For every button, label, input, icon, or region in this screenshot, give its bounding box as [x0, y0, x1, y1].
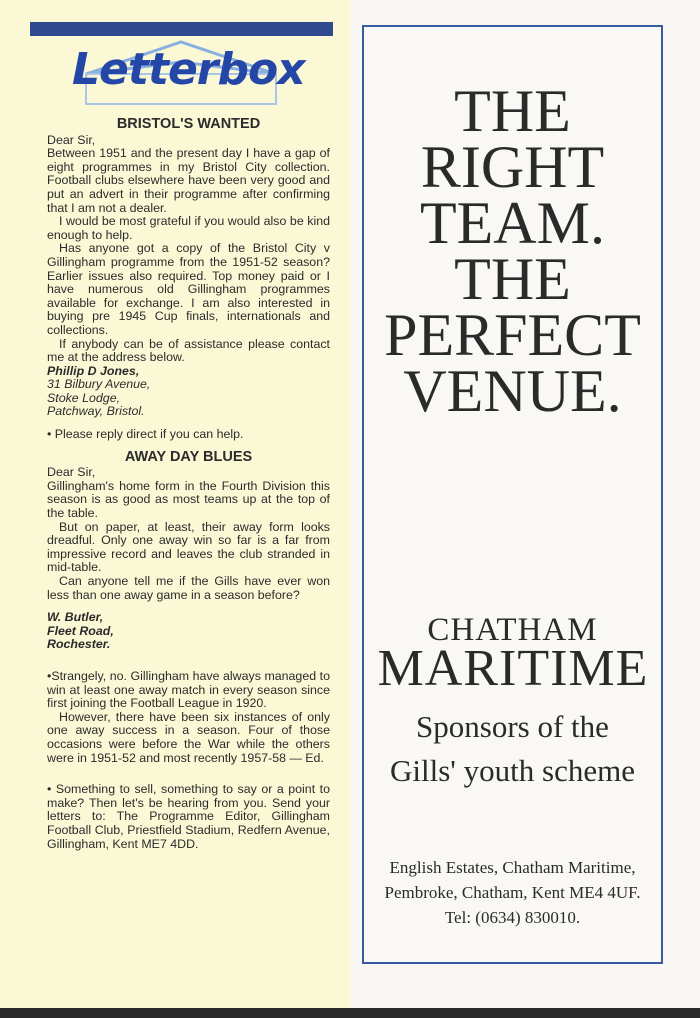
editor-reply: However, there have been six instances of only one away success in a season. Four of those occasions were before the War while the others were in 1951-52 and most recently 1957-58 — Ed.	[47, 709, 330, 765]
brand-top: CHATHAM	[427, 612, 598, 648]
closing-note: • Something to sell, something to say or a point to make? Then let's be hearing from you. Send your letters to: The Programme Editor, Gillingham Football Club, Priestfield Stadium, Redfern Avenue, Gillingham, Kent ME7 4DD.	[47, 782, 330, 851]
signature-line: Patchway, Bristol.	[47, 404, 145, 419]
headline-line: VENUE.	[403, 358, 622, 424]
letterbox-masthead	[72, 40, 305, 106]
signature-name: Phillip D Jones,	[47, 363, 140, 378]
salutation: Dear Sir,	[47, 132, 96, 147]
signature-line: Rochester.	[47, 637, 111, 652]
letter-heading: BRISTOL'S WANTED	[116, 116, 261, 132]
sponsor-text	[364, 705, 661, 793]
letter-paragraph: I would be most grateful if you would also be kind enough to help.	[47, 214, 330, 242]
signature-line: 31 Bilbury Avenue,	[47, 377, 151, 392]
address-line: Tel: (0634) 830010.	[444, 908, 581, 927]
sponsor-line: Gills' youth scheme	[390, 753, 635, 788]
salutation: Dear Sir,	[47, 465, 96, 480]
masthead-title: Letterbox	[72, 44, 305, 95]
letter-paragraph: Gillingham's home form in the Fourth Division this season is as good as most teams up at the top of the table.	[47, 478, 330, 521]
address-line: Pembroke, Chatham, Kent ME4 4UF.	[384, 883, 641, 902]
headline-line: RIGHT	[420, 134, 605, 200]
headline-line: TEAM.	[420, 190, 605, 256]
letter-paragraph: If anybody can be of assistance please contact me at the address below.	[47, 336, 330, 365]
headline-line: PERFECT	[384, 302, 641, 368]
signature-line: Fleet Road,	[47, 623, 114, 638]
advert-address	[364, 855, 661, 930]
signature-line: Stoke Lodge,	[47, 390, 121, 405]
letters-column	[47, 118, 330, 851]
letter-paragraph: Between 1951 and the present day I have a gap of eight programmes in my Bristol City collection. Football clubs elsewhere have been very good and put an advert in their programme after confirming that I am not a dealer.	[47, 146, 330, 215]
letter-paragraph: But on paper, at least, their away form looks dreadful. Only one away win so far is a far from impressive record and leaves the club stranded in mid-table.	[47, 519, 330, 575]
address-line: English Estates, Chatham Maritime,	[389, 858, 636, 877]
editor-reply: • Please reply direct if you can help.	[47, 427, 244, 442]
headline-line: THE	[454, 246, 571, 312]
letter-paragraph: Can anyone tell me if the Gills have ever won less than one away game in a season before?	[47, 574, 330, 602]
sponsor-line: Sponsors of the	[416, 709, 609, 744]
bottom-edge	[0, 1008, 700, 1018]
advert-box	[362, 25, 663, 964]
letter-heading: AWAY DAY BLUES	[124, 448, 253, 465]
letter-paragraph: Has anyone got a copy of the Bristol City v Gillingham programme from the 1951-52 season? Earlier issues also required. Top money paid or I have numerous old Gillingham programmes available for exchange. I am also interested in buying pre 1945 Cup finals, internationals and collections.	[47, 241, 330, 337]
brand-logo: MARITIME	[377, 640, 649, 697]
signature-name: W. Butler,	[47, 610, 104, 625]
headline-line: THE	[454, 78, 571, 144]
advert-headline	[364, 78, 661, 424]
editor-reply: •Strangely, no. Gillingham have always managed to win at least one away match in every season since first joining the Football League in 1920.	[47, 668, 330, 711]
top-color-bar	[30, 22, 333, 36]
